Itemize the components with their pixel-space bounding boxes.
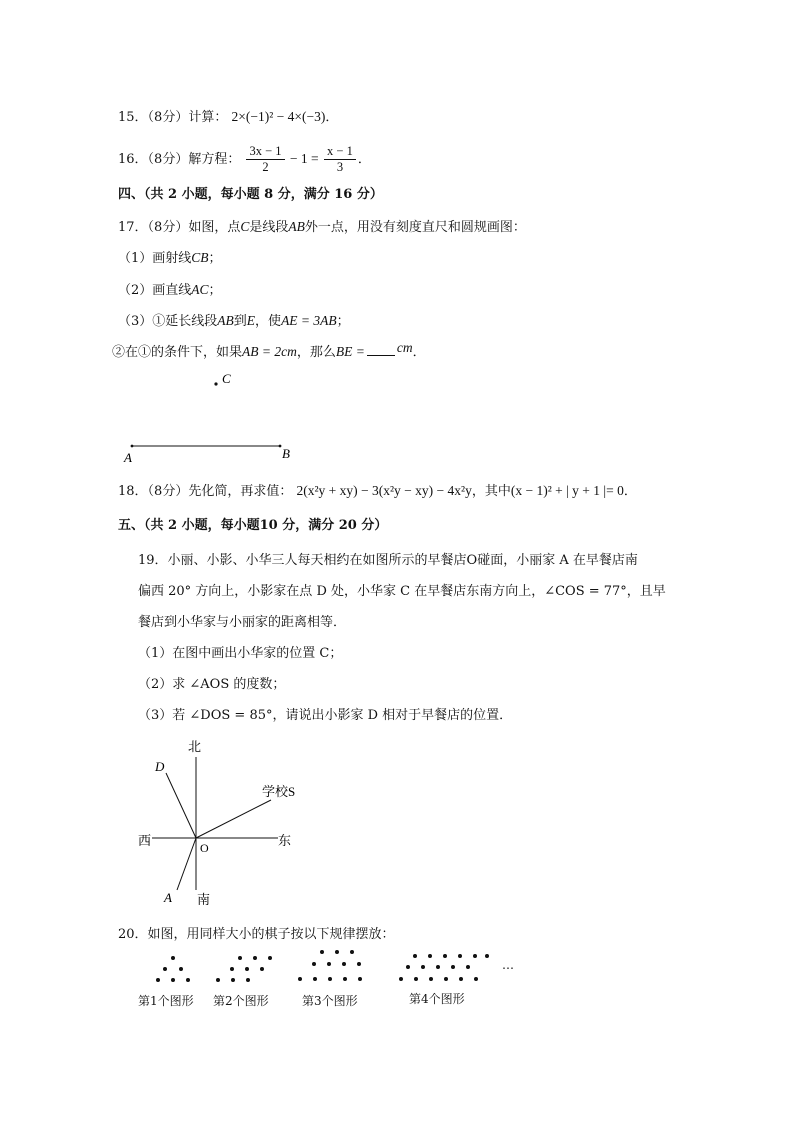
chess-piece-dot xyxy=(414,977,418,981)
q17-part-2-text: （2）画直线 xyxy=(118,283,192,298)
q20-label-figure-1: 第1个图形 xyxy=(138,994,194,1008)
chess-piece-dot xyxy=(246,978,250,982)
q18-lead: 先化简，再求值： xyxy=(188,484,293,499)
q19-stem-line-1: 19．小丽、小影、小华三人每天相约在如图所示的早餐店O碰面，小丽家 A 在早餐店南 xyxy=(138,553,638,568)
chess-piece-dot xyxy=(350,950,354,954)
q16-middle: − 1 = xyxy=(286,151,323,166)
q17-part-4-text-a: ②在①的条件下，如果 xyxy=(112,345,243,360)
q17-part-2-end: ； xyxy=(208,283,222,298)
chess-piece-dot xyxy=(238,956,242,960)
chess-piece-dot xyxy=(421,965,425,969)
q17-point-c-dot xyxy=(214,382,217,385)
q16-fraction-left-denominator: 2 xyxy=(262,160,269,174)
q17-ab-length: AB = 2cm xyxy=(242,344,297,359)
q15-lead: 计算： xyxy=(188,110,228,125)
q17-score: （8分） xyxy=(147,220,189,235)
chess-piece-dot xyxy=(163,967,167,971)
q17-figure-label-c: C xyxy=(222,371,231,386)
q18-line xyxy=(118,482,637,501)
q17-point-a-dot xyxy=(131,445,134,448)
chess-piece-dot xyxy=(230,967,234,971)
q19-label-west: 西 xyxy=(138,833,152,848)
chess-piece-dot xyxy=(399,977,403,981)
q17-figure-label-b: B xyxy=(282,446,290,461)
q20-stem: 20．如图，用同样大小的棋子按以下规律摆放： xyxy=(118,927,395,942)
q16-fraction-right-denominator: 3 xyxy=(336,160,344,174)
q18-expression: 2(x²y + xy) − 3(x²y − xy) − 4x²y xyxy=(296,483,472,498)
q18-middle: ，其中 xyxy=(471,484,511,499)
chess-piece-dot xyxy=(245,967,249,971)
q20-label-figure-4: 第4个图形 xyxy=(409,992,465,1006)
q16-fraction-right-numerator: x − 1 xyxy=(324,144,356,160)
chess-piece-dot xyxy=(428,954,432,958)
q17-part-4-end: ． xyxy=(412,345,426,360)
q19-part-3: （3）若 ∠DOS = 85°，请说出小影家 D 相对于早餐店的位置． xyxy=(138,708,513,723)
q19-label-d: D xyxy=(155,759,165,774)
q17-part-3-ab: AB xyxy=(217,313,234,328)
q19-label-south: 南 xyxy=(197,892,211,907)
q17-part-4 xyxy=(112,340,426,362)
chess-piece-dot xyxy=(335,950,339,954)
chess-piece-dot xyxy=(268,956,272,960)
q17-condition-ae: AE = 3AB xyxy=(281,313,337,328)
chess-piece-dot xyxy=(444,977,448,981)
q19-part-2: （2）求 ∠AOS 的度数； xyxy=(138,677,286,692)
q15-end: ． xyxy=(325,110,339,125)
q17-line-ac: AC xyxy=(191,282,209,297)
q19-ray-od xyxy=(166,773,196,838)
q19-stem-line-3: 餐店到小华家与小丽家的距离相等． xyxy=(138,615,347,630)
chess-piece-dot xyxy=(406,965,410,969)
q20-ellipsis: … xyxy=(502,958,514,972)
q20-label-figure-2: 第2个图形 xyxy=(213,994,269,1008)
q16-fraction-left-numerator: 3x − 1 xyxy=(246,144,284,160)
chess-piece-dot xyxy=(343,977,347,981)
q16-score: （8分） xyxy=(147,152,189,167)
chess-piece-dot xyxy=(179,967,183,971)
chess-piece-dot xyxy=(260,967,264,971)
q16-line xyxy=(118,142,371,177)
chess-piece-dot xyxy=(327,962,331,966)
q20-pattern-4 xyxy=(399,954,489,986)
q17-part-3-text-c: ，使 xyxy=(255,314,282,329)
chess-piece-dot xyxy=(320,950,324,954)
q18-end: ． xyxy=(623,484,637,499)
q19-label-o: O xyxy=(200,841,209,855)
chess-piece-dot xyxy=(298,977,302,981)
q20-label-figure-3: 第3个图形 xyxy=(302,994,358,1008)
q17-figure-label-a: A xyxy=(124,450,132,465)
chess-piece-dot xyxy=(231,978,235,982)
q17-answer-blank[interactable] xyxy=(367,343,395,356)
q17-part-1-text: （1）画射线 xyxy=(118,251,192,266)
q15-line xyxy=(118,108,338,127)
q16-fraction-left xyxy=(246,144,284,175)
q17-point-b-dot xyxy=(279,445,282,448)
q17-stem-text-c: 外一点，用没有刻度直尺和圆规画图： xyxy=(304,220,526,235)
q19-ray-oa xyxy=(177,838,196,890)
chess-piece-dot xyxy=(436,965,440,969)
chess-piece-dot xyxy=(186,978,190,982)
q19-ray-os xyxy=(196,800,271,838)
chess-piece-dot xyxy=(312,962,316,966)
chess-piece-dot xyxy=(443,954,447,958)
q17-be-equals: BE = xyxy=(335,344,365,359)
q19-label-school-s: 学校S xyxy=(262,784,296,799)
chess-piece-dot xyxy=(313,977,317,981)
chess-piece-dot xyxy=(358,977,362,981)
q17-part-3-end: ； xyxy=(336,314,350,329)
q19-compass-figure xyxy=(130,735,310,915)
chess-piece-dot xyxy=(357,962,361,966)
chess-piece-dot xyxy=(171,978,175,982)
q17-part-3 xyxy=(118,312,350,331)
q17-part-3-text-b: 到 xyxy=(233,314,247,329)
q17-part-2 xyxy=(118,281,222,300)
chess-piece-dot xyxy=(156,978,160,982)
q20-pattern-2 xyxy=(216,956,276,986)
chess-piece-dot xyxy=(473,954,477,958)
q17-segment-ab: AB xyxy=(288,219,305,234)
q19-label-north: 北 xyxy=(188,739,202,754)
q17-figure xyxy=(118,368,318,468)
chess-piece-dot xyxy=(429,977,433,981)
q15-expression: 2×(−1)² − 4×(−3) xyxy=(231,109,326,124)
q19-label-east: 东 xyxy=(278,833,292,848)
q16-end: ． xyxy=(357,152,371,167)
chess-piece-dot xyxy=(342,962,346,966)
q18-score: （8分） xyxy=(147,484,189,499)
q17-number: 17． xyxy=(118,220,148,235)
q16-fraction-right xyxy=(324,144,356,175)
q17-ray-cb: CB xyxy=(191,250,209,265)
q20-pattern-1 xyxy=(156,956,196,986)
q15-score: （8分） xyxy=(147,110,189,125)
q20-pattern-3 xyxy=(298,950,368,986)
q17-stem-text-b: 是线段 xyxy=(249,220,289,235)
q17-point-e: E xyxy=(246,313,256,328)
q18-number: 18． xyxy=(118,484,148,499)
q19-part-1: （1）在图中画出小华家的位置 C； xyxy=(138,646,343,661)
chess-piece-dot xyxy=(459,977,463,981)
chess-piece-dot xyxy=(253,956,257,960)
chess-piece-dot xyxy=(413,954,417,958)
q17-stem-text-a: 如图，点 xyxy=(188,220,241,235)
q17-part-3-text-a: （3）①延长线段 xyxy=(118,314,218,329)
q17-part-1 xyxy=(118,249,222,268)
q19-label-a: A xyxy=(164,890,172,905)
section-5-heading: 五、（共 2 小题，每小题10 分，满分 20 分） xyxy=(118,518,388,533)
chess-piece-dot xyxy=(216,978,220,982)
chess-piece-dot xyxy=(466,965,470,969)
q15-number: 15． xyxy=(118,110,148,125)
chess-piece-dot xyxy=(458,954,462,958)
q16-lead: 解方程： xyxy=(188,152,241,167)
q17-unit-cm: cm xyxy=(396,340,413,355)
q17-stem xyxy=(118,218,526,237)
chess-piece-dot xyxy=(474,977,478,981)
chess-piece-dot xyxy=(171,956,175,960)
chess-piece-dot xyxy=(485,954,489,958)
q19-stem-line-2: 偏西 20° 方向上，小影家在点 D 处，小华家 C 在早餐店东南方向上，∠COS = 77°，且早 xyxy=(138,584,666,599)
chess-piece-dot xyxy=(451,965,455,969)
q17-part-1-end: ； xyxy=(208,251,222,266)
chess-piece-dot xyxy=(328,977,332,981)
q16-number: 16． xyxy=(118,152,148,167)
q17-point-c: C xyxy=(240,219,250,234)
section-4-heading: 四、（共 2 小题，每小题 8 分，满分 16 分） xyxy=(118,187,383,202)
q18-condition: (x − 1)² + | y + 1 |= 0 xyxy=(510,483,624,498)
q17-part-4-text-b: ，那么 xyxy=(296,345,336,360)
